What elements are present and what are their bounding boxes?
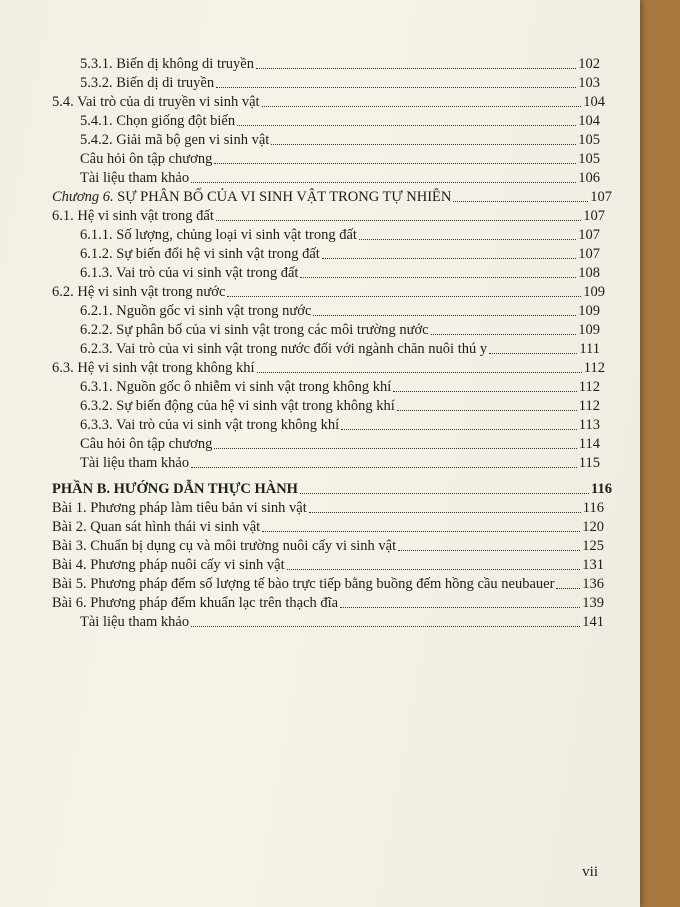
toc-entry-title	[52, 595, 340, 612]
toc-entry-page: 141	[582, 614, 604, 630]
toc-entry-page: 105	[578, 151, 600, 167]
toc-entry-text: Bài 2. Quan sát hình thái vi sinh vật	[52, 519, 261, 535]
toc-entry-title	[52, 519, 262, 536]
toc-entry-title	[80, 455, 191, 472]
toc-entry-text: PHẦN B. HƯỚNG DẪN THỰC HÀNH	[52, 481, 298, 497]
toc-entry-title	[52, 500, 309, 517]
toc-entry	[0, 149, 600, 168]
toc-entry	[0, 339, 600, 358]
dot-leader	[393, 391, 576, 392]
toc-entry-text: SỰ PHÂN BỐ CỦA VI SINH VẬT TRONG TỰ NHIÊN	[117, 189, 452, 205]
toc-entry-title	[80, 379, 393, 396]
toc-entry-text: 6.2.2. Sự phân bố của vi sinh vật trong các môi trường nước	[80, 322, 429, 338]
dot-leader	[453, 201, 588, 202]
dot-leader	[300, 493, 589, 494]
dot-leader	[489, 353, 577, 354]
toc-entry-text: Tài liệu tham khảo	[80, 614, 190, 630]
dot-leader	[431, 334, 577, 335]
dot-leader	[397, 410, 577, 411]
toc-entry-title	[52, 481, 300, 498]
toc-entry	[0, 73, 600, 92]
toc-entry-title	[52, 94, 262, 111]
toc-entry	[0, 206, 605, 225]
toc-entry-text: 6.2.3. Vai trò của vi sinh vật trong nước đối với ngành chăn nuôi thú y	[80, 341, 488, 357]
toc-entry	[0, 472, 612, 498]
dot-leader	[398, 550, 580, 551]
toc-entry-text: Tài liệu tham khảo	[80, 170, 190, 186]
toc-entry-text: 5.3.1. Biến dị không di truyền	[80, 56, 254, 72]
toc-entry	[0, 574, 604, 593]
dot-leader	[227, 296, 581, 297]
toc-entry-title	[52, 538, 398, 555]
toc-entry	[0, 593, 604, 612]
dot-leader	[287, 569, 581, 570]
toc-entry-text: Tài liệu tham khảo	[80, 455, 190, 471]
dot-leader	[313, 315, 576, 316]
toc-entry-page: 116	[582, 500, 604, 516]
toc-entry	[0, 498, 604, 517]
toc-entry-text: Bài 4. Phương pháp nuôi cấy vi sinh vật	[52, 557, 285, 573]
toc-entry	[0, 453, 600, 472]
toc-entry	[0, 396, 600, 415]
toc-entry-title	[52, 557, 287, 574]
toc-entry-page: 108	[578, 265, 600, 281]
toc-entry	[0, 244, 600, 263]
toc-entry-title	[80, 398, 397, 415]
toc-entry-title	[80, 614, 191, 631]
toc-entry-title	[80, 436, 214, 453]
toc-entry-page: 112	[578, 379, 600, 395]
toc-entry-page: 106	[578, 170, 600, 186]
toc-entry-title	[80, 56, 256, 73]
toc-entry	[0, 111, 600, 130]
dot-leader	[271, 144, 576, 145]
toc-entry	[0, 517, 604, 536]
toc-entry-text: 5.4. Vai trò của di truyền vi sinh vật	[52, 94, 260, 110]
toc-entry-text: Câu hỏi ôn tập chương	[80, 436, 213, 452]
toc-entry-title	[80, 417, 341, 434]
toc-entry-text: 6.3. Hệ vi sinh vật trong không khí	[52, 360, 255, 376]
dot-leader	[216, 220, 581, 221]
toc-entry-page: 111	[579, 341, 600, 357]
toc-entry-text: 6.2. Hệ vi sinh vật trong nước	[52, 284, 226, 300]
toc-entry-page: 109	[578, 322, 600, 338]
toc-entry-title	[80, 303, 313, 320]
dot-leader	[340, 607, 580, 608]
toc-entry-text: 6.3.3. Vai trò của vi sinh vật trong không khí	[80, 417, 340, 433]
toc-entry	[0, 301, 600, 320]
toc-entry	[0, 54, 600, 73]
dot-leader	[191, 467, 577, 468]
toc-entry-title	[52, 189, 453, 206]
toc-entry	[0, 434, 600, 453]
table-of-contents	[0, 54, 640, 631]
toc-entry	[0, 92, 605, 111]
toc-entry-page: 109	[583, 284, 605, 300]
toc-entry-page: 112	[583, 360, 605, 376]
dot-leader	[214, 163, 576, 164]
toc-entry-title	[80, 322, 431, 339]
toc-entry	[0, 263, 600, 282]
toc-entry-page: 115	[578, 455, 600, 471]
dot-leader	[237, 125, 576, 126]
toc-entry-page: 107	[578, 246, 600, 262]
dot-leader	[556, 588, 580, 589]
toc-entry	[0, 168, 600, 187]
toc-entry-page: 109	[578, 303, 600, 319]
toc-entry-title	[52, 576, 556, 593]
toc-entry	[0, 225, 600, 244]
toc-entry-title	[80, 227, 359, 244]
toc-entry-title	[80, 265, 300, 282]
toc-entry-title	[80, 75, 216, 92]
chapter-prefix: Chương 6.	[52, 189, 114, 205]
dot-leader	[257, 372, 582, 373]
toc-entry-text: 6.2.1. Nguồn gốc vi sinh vật trong nước	[80, 303, 312, 319]
toc-entry-page: 103	[578, 75, 600, 91]
toc-entry-text: Bài 5. Phương pháp đếm số lượng tế bào trực tiếp bằng buồng đếm hồng cầu neubauer	[52, 576, 555, 592]
toc-entry-text: Bài 3. Chuẩn bị dụng cụ và môi trường nuôi cấy vi sinh vật	[52, 538, 397, 554]
toc-entry-title	[52, 208, 216, 225]
dot-leader	[300, 277, 576, 278]
toc-entry-text: Bài 1. Phương pháp làm tiêu bản vi sinh vật	[52, 500, 307, 516]
dot-leader	[191, 182, 576, 183]
toc-entry	[0, 377, 600, 396]
dot-leader	[262, 106, 582, 107]
toc-entry-page: 113	[578, 417, 600, 433]
toc-entry-page: 102	[578, 56, 600, 72]
toc-entry-page: 136	[582, 576, 604, 592]
toc-entry-page: 139	[582, 595, 604, 611]
toc-entry-page: 114	[578, 436, 600, 452]
toc-entry-page: 104	[578, 113, 600, 129]
toc-entry-text: 6.1.2. Sự biến đổi hệ vi sinh vật trong đất	[80, 246, 320, 262]
toc-entry-page: 112	[578, 398, 600, 414]
toc-entry	[0, 536, 604, 555]
toc-entry-page: 125	[582, 538, 604, 554]
toc-entry-page: 107	[583, 208, 605, 224]
page-number: vii	[582, 864, 598, 880]
toc-entry-title	[80, 170, 191, 187]
toc-entry	[0, 415, 600, 434]
toc-entry-title	[80, 246, 322, 263]
toc-entry-text: Câu hỏi ôn tập chương	[80, 151, 213, 167]
toc-entry-text: 5.4.2. Giải mã bộ gen vi sinh vật	[80, 132, 270, 148]
toc-entry	[0, 130, 600, 149]
toc-entry-text: 5.3.2. Biến dị di truyền	[80, 75, 215, 91]
toc-entry-page: 116	[591, 481, 612, 497]
toc-entry-text: 6.1. Hệ vi sinh vật trong đất	[52, 208, 214, 224]
toc-entry	[0, 282, 605, 301]
toc-entry	[0, 555, 604, 574]
toc-entry-page: 107	[578, 227, 600, 243]
dot-leader	[322, 258, 576, 259]
dot-leader	[341, 429, 577, 430]
dot-leader	[309, 512, 581, 513]
toc-entry-title	[80, 341, 489, 358]
toc-entry-title	[80, 151, 214, 168]
toc-entry-text: 6.1.1. Số lượng, chủng loại vi sinh vật trong đất	[80, 227, 357, 243]
toc-entry-text: 6.3.2. Sự biến động của hệ vi sinh vật trong không khí	[80, 398, 395, 414]
dot-leader	[214, 448, 576, 449]
toc-entry-title	[52, 360, 257, 377]
dot-leader	[262, 531, 580, 532]
toc-entry-text: 5.4.1. Chọn giống đột biến	[80, 113, 236, 129]
toc-entry-page: 105	[578, 132, 600, 148]
toc-entry-page: 120	[582, 519, 604, 535]
toc-entry-title	[80, 132, 271, 149]
dot-leader	[191, 626, 580, 627]
toc-entry	[0, 612, 604, 631]
dot-leader	[216, 87, 576, 88]
toc-entry-page: 107	[590, 189, 612, 205]
toc-entry-text: 6.1.3. Vai trò của vi sinh vật trong đất	[80, 265, 299, 281]
toc-entry	[0, 320, 600, 339]
toc-entry-title	[80, 113, 237, 130]
toc-entry-title	[52, 284, 227, 301]
toc-entry	[0, 358, 605, 377]
toc-entry-text: 6.3.1. Nguồn gốc ô nhiễm vi sinh vật trong không khí	[80, 379, 392, 395]
toc-entry	[0, 187, 612, 206]
toc-entry-text: Bài 6. Phương pháp đếm khuẩn lạc trên thạch đĩa	[52, 595, 339, 611]
dot-leader	[256, 68, 576, 69]
toc-entry-page: 131	[582, 557, 604, 573]
dot-leader	[359, 239, 576, 240]
toc-entry-page: 104	[583, 94, 605, 110]
